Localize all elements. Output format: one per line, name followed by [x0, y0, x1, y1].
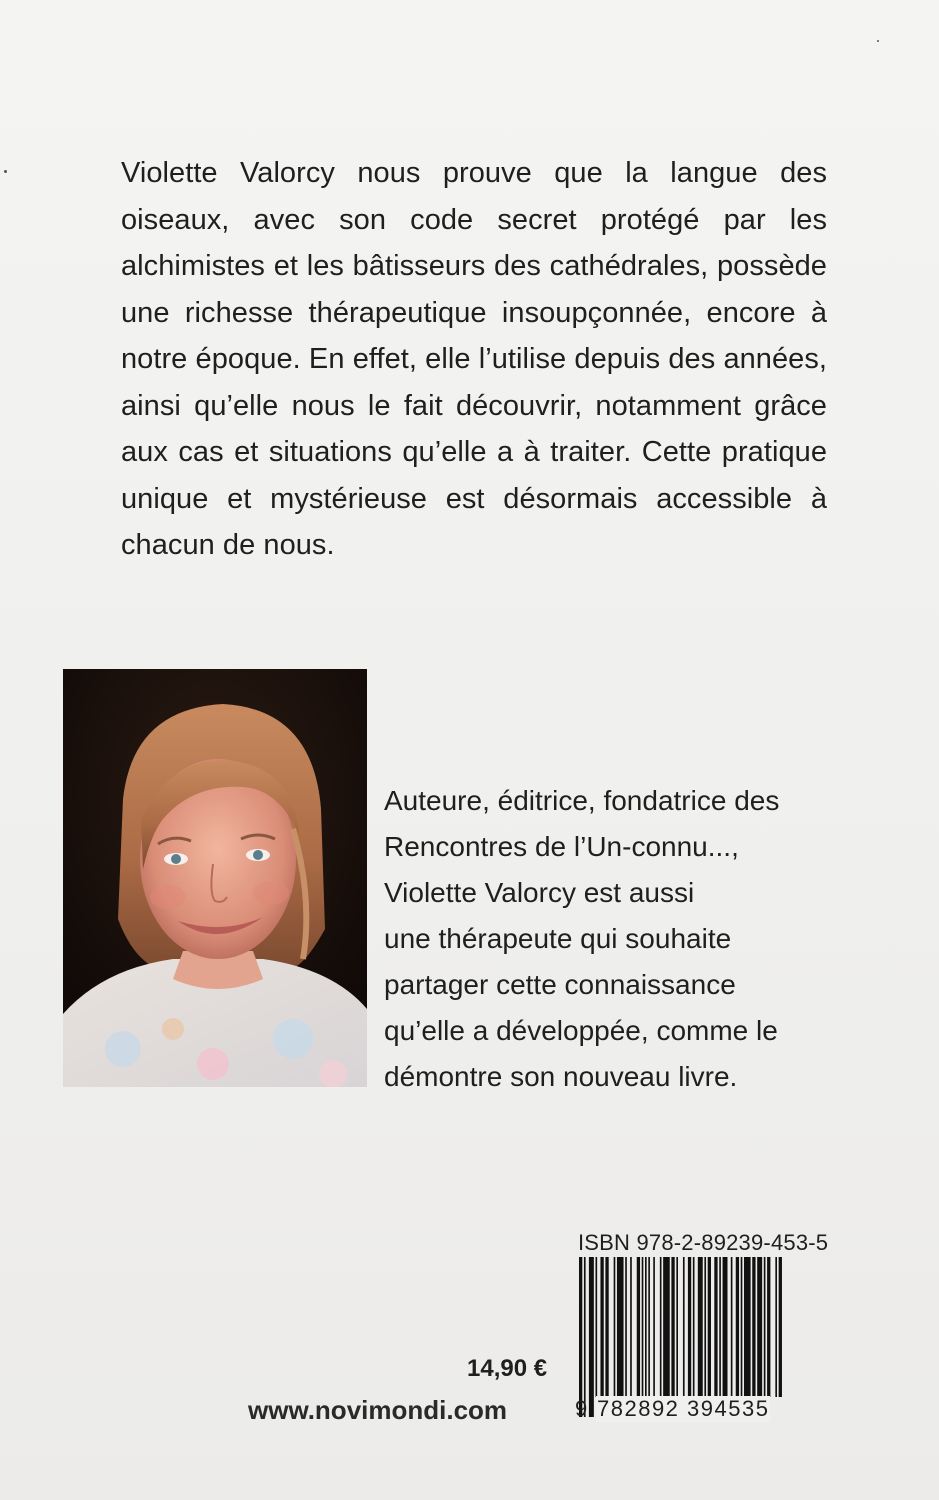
- barcode-bar: [617, 1257, 624, 1397]
- price: 14,90 €: [467, 1355, 548, 1382]
- barcode-bar: [589, 1257, 594, 1417]
- barcode-bar: [752, 1257, 755, 1417]
- barcode-bar: [779, 1257, 782, 1397]
- barcode-bar: [693, 1257, 695, 1397]
- barcode-bar: [637, 1257, 640, 1397]
- author-bio-line: démontre son nouveau livre.: [384, 1061, 738, 1092]
- isbn-label: ISBN 978-2-89239-453-5: [578, 1230, 829, 1255]
- barcode-bar: [660, 1257, 662, 1397]
- print-speck: [877, 40, 879, 42]
- barcode-bar: [648, 1257, 650, 1397]
- barcode-digits: 782892 394535: [597, 1396, 770, 1421]
- barcode-bar: [676, 1257, 678, 1397]
- barcode-bar: [719, 1257, 721, 1397]
- barcode-bar: [625, 1257, 627, 1397]
- barcode-bar: [671, 1257, 674, 1397]
- barcode-bar: [704, 1257, 706, 1397]
- barcode-bar: [767, 1257, 770, 1397]
- barcode-bar: [600, 1257, 603, 1397]
- barcode-bar: [764, 1257, 766, 1397]
- barcode-bar: [714, 1257, 717, 1397]
- barcode-bar: [741, 1257, 743, 1417]
- publisher-website: www.novimondi.com: [248, 1395, 508, 1425]
- barcode-bar: [584, 1257, 586, 1417]
- barcode-bar: [630, 1257, 632, 1397]
- author-bio: [384, 778, 829, 1100]
- barcode-bar: [757, 1257, 762, 1397]
- print-speck: [4, 170, 7, 173]
- barcode-bar: [744, 1257, 751, 1417]
- barcode: [573, 1257, 809, 1417]
- barcode-bar: [579, 1257, 582, 1417]
- barcode-bar: [731, 1257, 733, 1417]
- author-bio-line: une thérapeute qui souhaite: [384, 923, 732, 954]
- barcode-bar: [683, 1257, 685, 1397]
- author-bio-line: partager cette connaissance: [384, 969, 736, 1000]
- barcode-bar: [736, 1257, 739, 1417]
- barcode-bar: [605, 1257, 608, 1397]
- barcode-lead-digit: 9: [575, 1396, 588, 1421]
- barcode-bar: [698, 1257, 703, 1397]
- author-bio-line: qu’elle a développée, comme le: [384, 1015, 778, 1046]
- barcode-bar: [708, 1257, 711, 1397]
- barcode-bar: [775, 1257, 777, 1397]
- barcode-bar: [642, 1257, 644, 1397]
- barcode-bar: [688, 1257, 691, 1397]
- barcode-bar: [723, 1257, 728, 1397]
- barcode-bar: [614, 1257, 616, 1397]
- author-bio-line: Auteure, éditrice, fondatrice des: [384, 785, 780, 816]
- author-bio-line: Rencontres de l’Un-connu...,: [384, 831, 739, 862]
- author-photo: [63, 669, 367, 1087]
- barcode-bar: [596, 1257, 598, 1397]
- barcode-bar: [645, 1257, 647, 1397]
- back-cover-blurb: Violette Valorcy nous prouve que la langue des oiseaux, avec son code secret protégé par les alchimistes et les bâtisseurs des cathédrales, possède une richesse thérapeutique insoupçonnée, encore à notre époque. En effet, elle l’utilise depuis des années, ainsi qu’elle nous le fait découvrir, notamment grâce aux cas et situations qu’elle a à traiter. Cette pratique unique et mystérieuse est désormais accessible à chacun de nous.: [121, 157, 827, 561]
- barcode-bar: [653, 1257, 655, 1397]
- barcode-bar: [663, 1257, 670, 1397]
- author-bio-line: Violette Valorcy est aussi: [384, 877, 695, 908]
